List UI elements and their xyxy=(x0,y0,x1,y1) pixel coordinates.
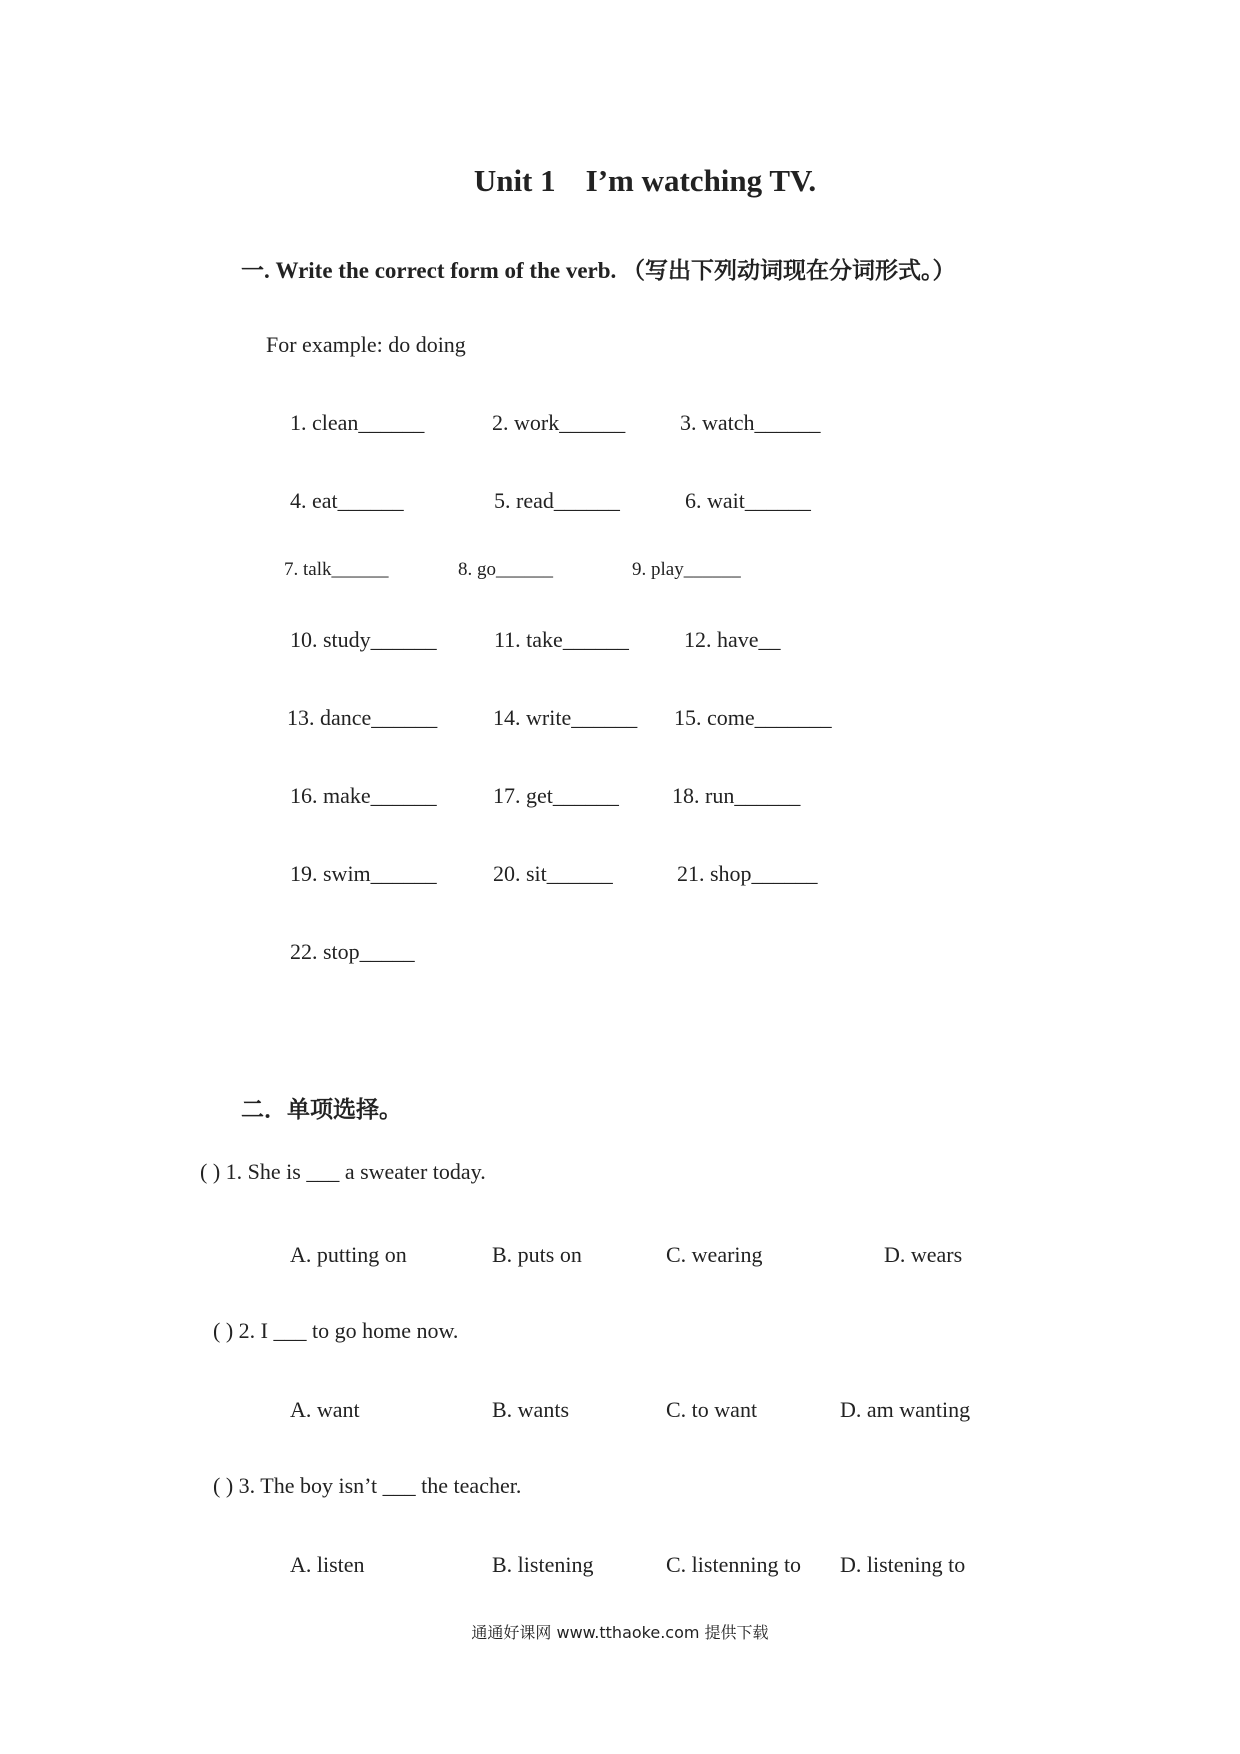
verb-item: 16. make______ xyxy=(290,783,437,808)
option-a: A. putting on xyxy=(290,1242,407,1267)
option-b: B. wants xyxy=(492,1397,569,1422)
verb-item: 19. swim______ xyxy=(290,861,437,886)
verb-item: 15. come_______ xyxy=(674,705,832,730)
option-d: D. wears xyxy=(884,1242,963,1267)
option-d: D. am wanting xyxy=(840,1397,971,1422)
verb-item: 12. have__ xyxy=(684,627,781,652)
verb-item: 22. stop_____ xyxy=(290,939,415,964)
verb-item: 20. sit______ xyxy=(493,861,613,886)
option-c: C. wearing xyxy=(666,1242,763,1267)
question-stem: ( ) 1. She is ___ a sweater today. xyxy=(200,1159,486,1184)
option-b: B. listening xyxy=(492,1552,594,1577)
page-footer: 通通好课网 www.tthaoke.com 提供下载 xyxy=(471,1623,769,1642)
verb-item: 6. wait______ xyxy=(685,488,811,513)
verb-item: 3. watch______ xyxy=(680,410,821,435)
unit-label: Unit 1 xyxy=(473,163,556,198)
verb-item: 5. read______ xyxy=(494,488,620,513)
verb-item: 7. talk______ xyxy=(284,559,389,580)
verb-item: 1. clean______ xyxy=(290,410,425,435)
verb-item: 2. work______ xyxy=(492,410,626,435)
option-a: A. want xyxy=(290,1397,360,1422)
question-stem: ( ) 3. The boy isn’t ___ the teacher. xyxy=(213,1473,522,1498)
section1-heading: 一. Write the correct form of the verb. （写出下列动词现在分词形式。） xyxy=(241,258,956,283)
verb-item: 11. take______ xyxy=(494,627,629,652)
verb-item: 4. eat______ xyxy=(290,488,404,513)
verb-item: 18. run______ xyxy=(672,783,801,808)
option-b: B. puts on xyxy=(492,1242,582,1267)
verb-item: 13. dance______ xyxy=(287,705,438,730)
unit-title: I’m watching TV. xyxy=(585,163,817,198)
option-c: C. to want xyxy=(666,1397,758,1422)
verb-item: 10. study______ xyxy=(290,627,437,652)
verb-item: 8. go______ xyxy=(458,559,553,580)
option-d: D. listening to xyxy=(840,1552,966,1577)
section2-heading: 二．单项选择。 xyxy=(241,1097,402,1122)
example-line: For example: do doing xyxy=(266,332,466,357)
verb-item: 14. write______ xyxy=(493,705,638,730)
option-a: A. listen xyxy=(290,1552,365,1577)
verb-item: 9. play______ xyxy=(632,559,741,580)
verb-item: 17. get______ xyxy=(493,783,619,808)
option-c: C. listenning to xyxy=(666,1552,802,1577)
verb-item: 21. shop______ xyxy=(677,861,818,886)
question-stem: ( ) 2. I ___ to go home now. xyxy=(213,1318,459,1343)
page-title xyxy=(0,163,1240,199)
